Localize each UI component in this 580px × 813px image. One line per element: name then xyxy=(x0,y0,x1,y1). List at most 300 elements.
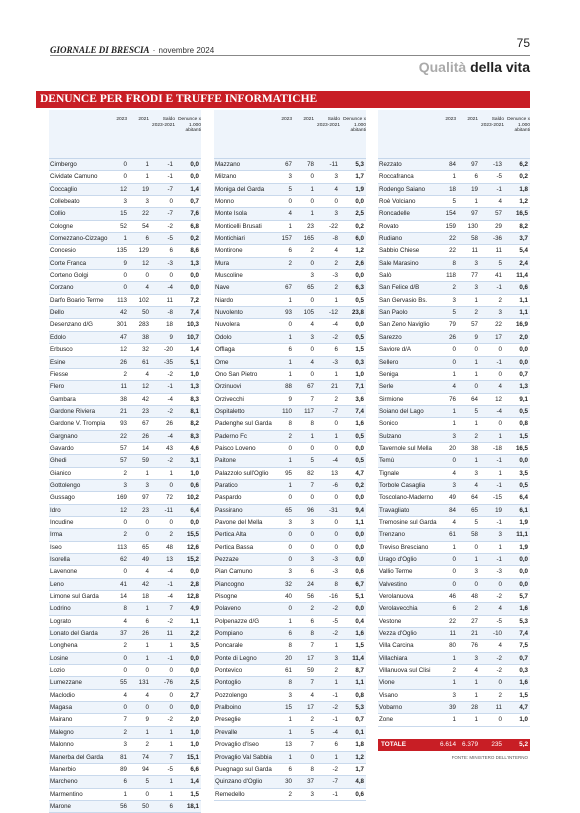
value-2021: 1 xyxy=(145,728,149,736)
value-denunce: 1,7 xyxy=(355,765,364,773)
table-row xyxy=(378,653,530,665)
value-denunce: 1,4 xyxy=(190,346,199,354)
value-saldo: -76 xyxy=(164,679,173,687)
table-row xyxy=(214,282,366,294)
comune-name: Vobarno xyxy=(379,704,403,712)
comune-name: Roncadelle xyxy=(379,210,410,218)
table-row xyxy=(49,542,201,554)
comune-name: Odolo xyxy=(215,333,232,341)
value-2021: 37 xyxy=(307,778,314,786)
comune-name: Provaglio d'Iseo xyxy=(215,741,259,749)
table-row xyxy=(214,171,366,183)
value-2021: 0 xyxy=(310,296,314,304)
value-2023: 2 xyxy=(288,432,292,440)
table-row xyxy=(214,307,366,319)
value-denunce: 6,4 xyxy=(190,506,199,514)
table-row xyxy=(214,406,366,418)
comune-name: Sonico xyxy=(379,420,398,428)
table-row xyxy=(378,616,530,628)
table-row xyxy=(49,455,201,467)
value-saldo: 13 xyxy=(166,556,173,563)
value-2023: 2 xyxy=(123,728,127,736)
value-denunce: 4,8 xyxy=(355,778,364,786)
value-denunce: 1,5 xyxy=(519,432,528,440)
value-2021: 18 xyxy=(142,593,149,601)
value-2021: 0 xyxy=(310,444,314,452)
value-saldo: -3 xyxy=(332,556,338,563)
value-2021: 1 xyxy=(474,556,478,563)
value-2021: 5 xyxy=(474,407,478,415)
comune-name: Paspardo xyxy=(215,494,242,502)
value-2023: 301 xyxy=(116,321,127,329)
value-2023: 9 xyxy=(288,395,292,403)
value-2023: 6 xyxy=(288,247,292,255)
value-2021: 57 xyxy=(471,321,478,329)
value-2021: 4 xyxy=(310,321,314,329)
value-saldo: -4 xyxy=(167,568,173,576)
value-2021: 7 xyxy=(310,481,314,489)
value-2023: 4 xyxy=(452,518,456,526)
value-2023: 1 xyxy=(288,481,292,489)
value-2023: 79 xyxy=(449,321,456,329)
table-row xyxy=(214,579,366,591)
value-2023: 0 xyxy=(288,321,292,329)
value-denunce: 1,5 xyxy=(355,346,364,354)
value-denunce: 0,0 xyxy=(190,284,199,292)
value-saldo: 1 xyxy=(169,728,173,736)
value-denunce: 8,2 xyxy=(519,222,528,230)
value-2021: 23 xyxy=(307,222,314,230)
value-denunce: 0,5 xyxy=(355,432,364,440)
comune-name: Idro xyxy=(50,506,61,514)
value-denunce: 5,1 xyxy=(355,593,364,601)
table-column-2 xyxy=(214,110,366,801)
value-saldo: 2 xyxy=(334,667,338,675)
value-2023: 89 xyxy=(120,765,127,773)
header-2023: 2023 xyxy=(445,117,456,122)
table-row xyxy=(49,480,201,492)
table-row xyxy=(49,171,201,183)
value-2021: 7 xyxy=(310,741,314,749)
value-2021: 38 xyxy=(142,333,149,341)
value-saldo: 1 xyxy=(334,642,338,650)
table-row xyxy=(49,628,201,640)
comune-name: Tignale xyxy=(379,469,400,477)
table-row xyxy=(378,418,530,430)
table-row xyxy=(49,566,201,578)
value-2023: 46 xyxy=(449,593,456,601)
table-row xyxy=(214,196,366,208)
value-2023: 3 xyxy=(452,691,456,699)
value-2021: 38 xyxy=(471,444,478,452)
value-2023: 0 xyxy=(123,704,127,712)
table-row xyxy=(49,492,201,504)
value-saldo: -2 xyxy=(332,333,338,341)
value-denunce: 6,4 xyxy=(519,494,528,502)
value-saldo: -15 xyxy=(493,494,502,502)
table-row xyxy=(214,702,366,714)
comune-name: Collio xyxy=(50,210,66,218)
value-saldo: -1 xyxy=(496,358,502,366)
value-saldo: -1 xyxy=(332,716,338,724)
table-row xyxy=(378,690,530,702)
value-saldo: 1 xyxy=(334,296,338,304)
value-saldo: 1 xyxy=(334,432,338,440)
value-denunce: 1,0 xyxy=(190,728,199,736)
value-2023: 3 xyxy=(288,173,292,181)
value-saldo: -1 xyxy=(496,185,502,193)
value-saldo: -7 xyxy=(167,185,173,193)
value-denunce: 5,3 xyxy=(355,704,364,712)
table-row xyxy=(49,616,201,628)
table-row xyxy=(378,468,530,480)
table-row xyxy=(378,566,530,578)
value-2021: 105 xyxy=(303,309,314,317)
value-2021: 129 xyxy=(138,247,149,255)
table-row xyxy=(214,665,366,677)
comune-name: Limone sul Garda xyxy=(50,593,99,601)
comune-name: Ghedi xyxy=(50,457,67,465)
value-denunce: 1,1 xyxy=(519,309,528,317)
value-saldo: 1 xyxy=(498,543,502,551)
value-2021: 32 xyxy=(142,346,149,354)
value-2023: 84 xyxy=(449,506,456,514)
value-2023: 0 xyxy=(288,198,292,206)
value-2021: 5 xyxy=(310,457,314,465)
header-rule xyxy=(50,55,530,56)
value-2021: 1 xyxy=(145,654,149,662)
comune-name: Pian Camuno xyxy=(215,568,253,576)
table-row xyxy=(49,690,201,702)
value-denunce: 1,8 xyxy=(519,185,528,193)
value-2023: 0 xyxy=(288,444,292,452)
value-2023: 47 xyxy=(120,333,127,341)
value-denunce: 0,2 xyxy=(190,235,199,243)
value-denunce: 15,2 xyxy=(186,556,199,563)
table-row xyxy=(214,789,366,801)
value-saldo: 4 xyxy=(334,185,338,193)
page-number: 75 xyxy=(516,36,530,50)
value-2023: 26 xyxy=(449,333,456,341)
value-2023: 0 xyxy=(452,358,456,366)
value-2023: 1 xyxy=(452,407,456,415)
comune-name: Paratico xyxy=(215,481,238,489)
value-2023: 76 xyxy=(449,395,456,403)
value-2021: 0 xyxy=(474,346,478,354)
value-2023: 4 xyxy=(452,383,456,391)
comune-name: Paderno Fc xyxy=(215,432,247,440)
value-2023: 3 xyxy=(123,481,127,489)
value-saldo: 6 xyxy=(169,802,173,810)
value-saldo: -2 xyxy=(167,457,173,465)
value-saldo: 0 xyxy=(334,518,338,526)
table-row xyxy=(214,542,366,554)
value-denunce: 11,1 xyxy=(516,531,528,539)
table-row xyxy=(49,640,201,652)
table-row xyxy=(378,665,530,677)
value-saldo: 2 xyxy=(498,691,502,699)
value-saldo: 0 xyxy=(334,494,338,502)
table-banner: DENUNCE PER FRODI E TRUFFE INFORMATICHE xyxy=(36,91,530,108)
value-2023: 1 xyxy=(452,654,456,662)
value-denunce: 1,0 xyxy=(190,370,199,378)
value-2021: 0 xyxy=(145,518,149,526)
value-denunce: 0,2 xyxy=(519,173,528,181)
value-2023: 8 xyxy=(452,259,456,267)
value-2023: 0 xyxy=(288,605,292,613)
comune-name: Gottolengo xyxy=(50,481,81,489)
value-denunce: 6,6 xyxy=(190,765,199,773)
value-saldo: 1 xyxy=(498,469,502,477)
value-denunce: 9,4 xyxy=(355,506,364,514)
value-denunce: 3,5 xyxy=(190,642,199,650)
value-denunce: 0,0 xyxy=(355,198,364,206)
table-row xyxy=(378,208,530,220)
value-denunce: 0,6 xyxy=(190,481,199,489)
value-saldo: 11 xyxy=(495,247,502,255)
comune-name: Lonato del Garda xyxy=(50,630,98,638)
comune-name: Roccafranca xyxy=(379,173,414,181)
comune-name: Poncarale xyxy=(215,642,243,650)
value-2021: 1 xyxy=(474,691,478,699)
value-2023: 4 xyxy=(123,691,127,699)
value-denunce: 0,3 xyxy=(519,667,528,675)
value-2021: 28 xyxy=(471,704,478,712)
header-2021: 2021 xyxy=(138,117,149,122)
value-denunce: 0,0 xyxy=(355,321,364,329)
table-row xyxy=(378,406,530,418)
value-2021: 4 xyxy=(145,284,149,292)
value-2021: 1 xyxy=(474,358,478,366)
value-2021: 94 xyxy=(142,765,149,773)
value-2023: 1 xyxy=(452,420,456,428)
value-saldo: 0 xyxy=(498,679,502,687)
value-2021: 2 xyxy=(310,247,314,255)
value-2021: 27 xyxy=(471,617,478,625)
comune-name: Quinzano d'Oglio xyxy=(215,778,263,786)
table-row xyxy=(214,159,366,171)
value-saldo: 57 xyxy=(495,210,502,218)
value-saldo: -2 xyxy=(496,593,502,601)
comune-name: Montichiari xyxy=(215,235,245,243)
value-denunce: 0,0 xyxy=(519,358,528,366)
table-row xyxy=(378,357,530,369)
value-2023: 1 xyxy=(288,617,292,625)
value-2021: 4 xyxy=(145,370,149,378)
value-2023: 1 xyxy=(288,370,292,378)
value-saldo: 11 xyxy=(495,704,502,712)
value-saldo: 1 xyxy=(334,753,338,761)
value-saldo: -1 xyxy=(167,173,173,181)
comune-name: Concesio xyxy=(50,247,76,255)
comune-name: Incudine xyxy=(50,518,74,526)
comune-name: Manerbio xyxy=(50,765,76,773)
table-row xyxy=(214,319,366,331)
value-denunce: 1,2 xyxy=(355,753,364,761)
value-saldo: 4 xyxy=(334,247,338,255)
value-2023: 22 xyxy=(449,247,456,255)
value-denunce: 7,4 xyxy=(519,630,528,638)
comune-name: Provaglio Val Sabbia xyxy=(215,753,272,761)
comune-name: Vione xyxy=(379,679,395,687)
value-saldo: 3 xyxy=(334,210,338,218)
table-row xyxy=(214,480,366,492)
value-2023: 22 xyxy=(449,235,456,243)
value-denunce: 4,6 xyxy=(190,444,199,452)
comune-name: San Paolo xyxy=(379,309,408,317)
value-2021: 6 xyxy=(310,617,314,625)
value-2023: 12 xyxy=(120,346,127,354)
value-denunce: 16,5 xyxy=(515,210,528,218)
value-2021: 59 xyxy=(142,457,149,465)
value-denunce: 0,0 xyxy=(190,654,199,662)
value-2021: 1 xyxy=(145,173,149,181)
comune-name: Muscoline xyxy=(215,272,243,280)
value-denunce: 6,2 xyxy=(519,161,528,168)
value-2023: 15 xyxy=(120,210,127,218)
value-denunce: 10,3 xyxy=(186,321,199,329)
value-saldo: -1 xyxy=(167,383,173,391)
table-row xyxy=(378,196,530,208)
value-2023: 0 xyxy=(123,173,127,181)
value-2021: 49 xyxy=(142,556,149,563)
table-row xyxy=(378,443,530,455)
value-denunce: 1,3 xyxy=(190,259,199,267)
value-denunce: 1,9 xyxy=(355,185,364,193)
value-saldo: 3 xyxy=(498,309,502,317)
value-2021: 82 xyxy=(307,469,314,477)
comune-name: Soiano del Lago xyxy=(379,407,424,415)
comune-name: Torbole Casaglia xyxy=(379,481,426,489)
comune-name: Dello xyxy=(50,309,65,317)
value-2021: 8 xyxy=(310,420,314,428)
value-2023: 113 xyxy=(117,543,127,551)
value-saldo: -1 xyxy=(167,580,173,588)
value-saldo: 6 xyxy=(334,741,338,749)
header-2023: 2023 xyxy=(116,117,127,122)
value-denunce: 8,7 xyxy=(355,667,364,675)
value-2023: 0 xyxy=(288,543,292,551)
value-denunce: 0,4 xyxy=(355,617,364,625)
comune-name: Salò xyxy=(379,272,392,280)
value-saldo: 1 xyxy=(169,642,173,650)
value-2023: 154 xyxy=(445,210,456,218)
value-saldo: 0 xyxy=(498,580,502,588)
comune-name: Fiesse xyxy=(50,370,69,378)
value-2021: 1 xyxy=(145,161,149,168)
value-saldo: 0 xyxy=(334,531,338,539)
value-denunce: 0,0 xyxy=(190,173,199,181)
value-denunce: 0,0 xyxy=(190,568,199,576)
table-row xyxy=(214,739,366,751)
value-saldo: 3 xyxy=(334,173,338,181)
value-denunce: 0,7 xyxy=(519,654,528,662)
value-2021: 11 xyxy=(471,247,478,255)
value-2023: 0 xyxy=(123,161,127,168)
value-2021: 77 xyxy=(471,272,478,280)
value-saldo: 18 xyxy=(166,321,173,329)
value-2023: 113 xyxy=(117,296,127,304)
comune-name: Pisogne xyxy=(215,593,238,601)
table-row xyxy=(49,233,201,245)
comune-name: Cologne xyxy=(50,222,74,230)
value-2023: 0 xyxy=(288,531,292,539)
table-row xyxy=(214,208,366,220)
comune-name: Maclodio xyxy=(50,691,75,699)
table-row xyxy=(49,394,201,406)
value-denunce: 7,4 xyxy=(355,407,364,415)
value-2023: 11 xyxy=(449,630,456,638)
value-denunce: 16,9 xyxy=(515,321,528,329)
value-denunce: 0,5 xyxy=(355,457,364,465)
value-saldo: -3 xyxy=(332,568,338,576)
value-saldo: -3 xyxy=(332,272,338,280)
value-denunce: 2,7 xyxy=(190,691,199,699)
value-2023: 3 xyxy=(452,432,456,440)
comune-name: Preseglie xyxy=(215,716,241,724)
table-row xyxy=(214,752,366,764)
comune-name: Villa Carcina xyxy=(379,642,414,650)
value-saldo: 0 xyxy=(334,444,338,452)
value-saldo: 0 xyxy=(498,420,502,428)
total-2021: 6.379 xyxy=(462,740,478,748)
value-saldo: 0 xyxy=(169,691,173,699)
column-header xyxy=(49,110,201,159)
value-2023: 93 xyxy=(120,420,127,428)
value-saldo: 9 xyxy=(169,333,173,341)
comune-name: Nuvolento xyxy=(215,309,243,317)
comune-name: Mura xyxy=(215,259,230,267)
table-row xyxy=(214,727,366,739)
value-2023: 6 xyxy=(288,765,292,773)
value-saldo: 8 xyxy=(334,580,338,588)
value-2023: 12 xyxy=(120,506,127,514)
comune-name: Marone xyxy=(50,802,71,810)
comune-name: Rovato xyxy=(379,222,399,230)
header-denunce: Denunce x 1.000 abitanti xyxy=(343,117,366,133)
value-2023: 56 xyxy=(120,802,127,810)
value-saldo: 0 xyxy=(334,420,338,428)
value-denunce: 8,6 xyxy=(190,247,199,255)
value-saldo: 2 xyxy=(498,296,502,304)
value-2021: 4 xyxy=(310,691,314,699)
value-2021: 4 xyxy=(145,568,149,576)
comune-name: Prevalle xyxy=(215,728,238,736)
value-2023: 2 xyxy=(288,259,292,267)
value-denunce: 7,5 xyxy=(519,642,528,650)
comune-name: Monno xyxy=(215,198,234,206)
value-2021: 58 xyxy=(471,235,478,243)
value-2023: 8 xyxy=(123,605,127,613)
value-2021: 22 xyxy=(142,210,149,218)
value-2021: 54 xyxy=(142,222,149,230)
table-row xyxy=(214,468,366,480)
value-saldo: -4 xyxy=(167,395,173,403)
total-2023: 6.614 xyxy=(440,740,456,748)
value-2023: 1 xyxy=(288,728,292,736)
value-denunce: 1,9 xyxy=(519,543,528,551)
value-denunce: 0,5 xyxy=(355,333,364,341)
value-2023: 3 xyxy=(452,481,456,489)
value-2023: 22 xyxy=(120,432,127,440)
value-saldo: -1 xyxy=(496,518,502,526)
value-2021: 0 xyxy=(310,259,314,267)
table-row xyxy=(214,653,366,665)
comune-name: Sabbio Chiese xyxy=(379,247,420,255)
value-saldo: 7 xyxy=(169,753,173,761)
table-row xyxy=(378,603,530,615)
table-row xyxy=(214,714,366,726)
